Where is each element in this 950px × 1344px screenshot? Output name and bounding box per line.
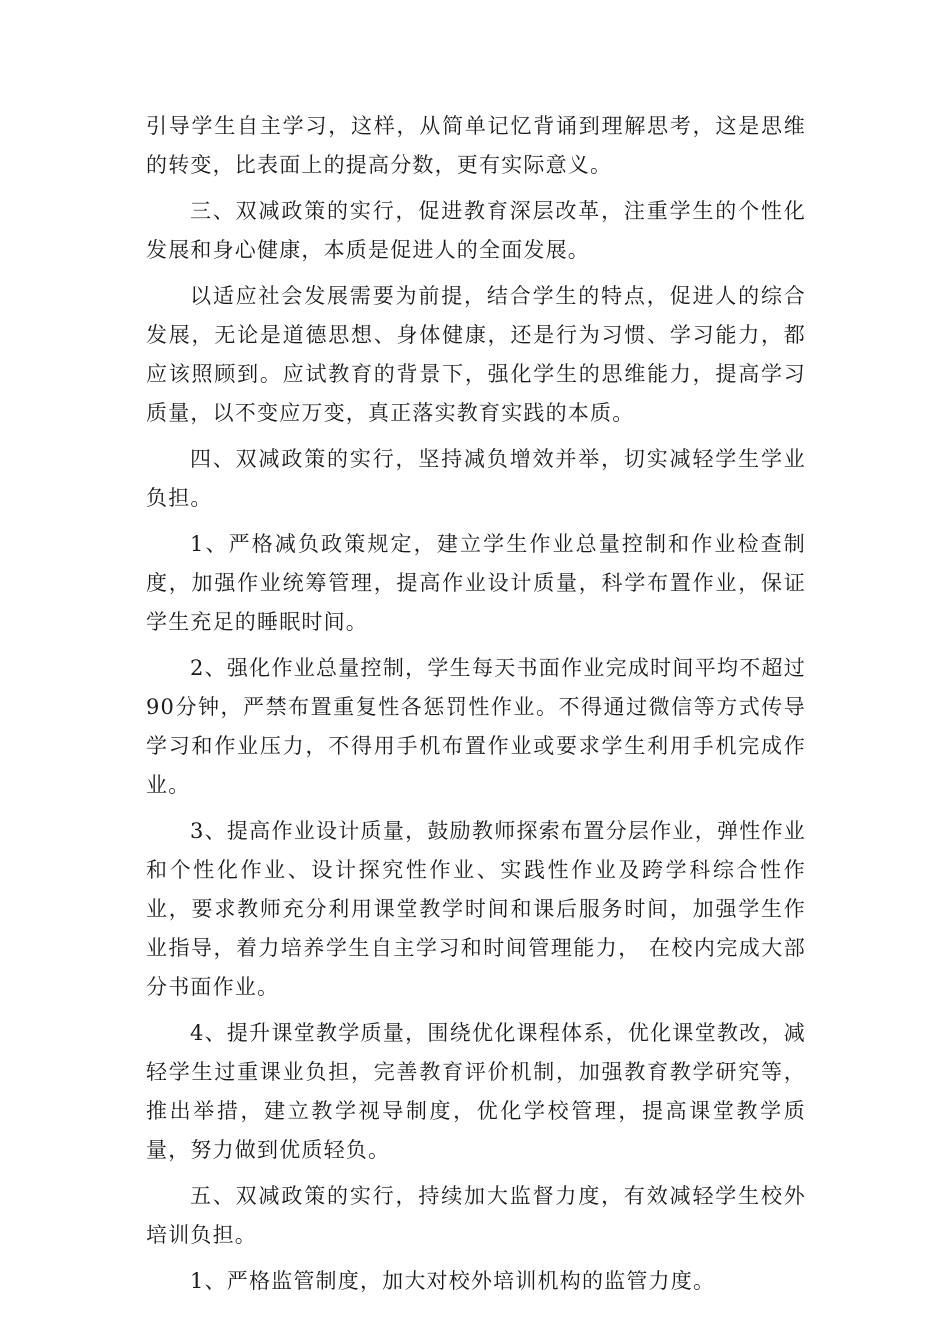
paragraph-section-four-heading: 四、双减政策的实行，坚持减负增效并举，切实减轻学生学业负担。 (146, 447, 806, 510)
paragraph-section-three-heading: 三、双减政策的实行，促进教育深层改革，注重学生的个性化发展和身心健康，本质是促进人的全面发展。 (146, 199, 806, 262)
paragraph-continuation: 引导学生自主学习，这样，从简单记忆背诵到理解思考，这是思维的转变，比表面上的提高分数，更有实际意义。 (146, 114, 806, 177)
paragraph-item-4-teaching-quality: 4、提升课堂教学质量，围绕优化课程体系，优化课堂教改，减轻学生过重课业负担，完善教育评价机制，加强教育教学研究等，推出举措，建立教学视导制度，优化学校管理，提高课堂教学质量，努力做到优质轻负。 (146, 1021, 806, 1162)
paragraph-section-five-heading: 五、双减政策的实行，持续加大监督力度，有效减轻学生校外培训负担。 (146, 1184, 806, 1247)
paragraph-item-1-supervision: 1、严格监管制度，加大对校外培训机构的监管力度。 (190, 1269, 716, 1293)
paragraph-item-1-policy: 1、严格减负政策规定，建立学生作业总量控制和作业检查制度，加强作业统筹管理，提高作业设计质量，科学布置作业，保证学生充足的睡眠时间。 (146, 532, 806, 634)
paragraph-comprehensive-development: 以适应社会发展需要为前提，结合学生的特点，促进人的综合发展，无论是道德思想、身体健康，还是行为习惯、学习能力，都应该照顾到。应试教育的背景下，强化学生的思维能力，提高学习质量，以不变应万变，真正落实教育实践的本质。 (146, 284, 806, 425)
paragraph-item-2-homework-control: 2、强化作业总量控制，学生每天书面作业完成时间平均不超过90分钟，严禁布置重复性各惩罚性作业。不得通过微信等方式传导学习和作业压力，不得用手机布置作业或要求学生利用手机完成作业。 (146, 656, 806, 797)
paragraph-item-3-homework-design: 3、提高作业设计质量，鼓励教师探索布置分层作业，弹性作业和个性化作业、设计探究性作业、实践性作业及跨学科综合性作业，要求教师充分利用课堂教学时间和课后服务时间，加强学生作业指导，着力培养学生自主学习和时间管理能力， 在校内完成大部分书面作业。 (146, 819, 806, 999)
document-body (146, 107, 806, 1308)
